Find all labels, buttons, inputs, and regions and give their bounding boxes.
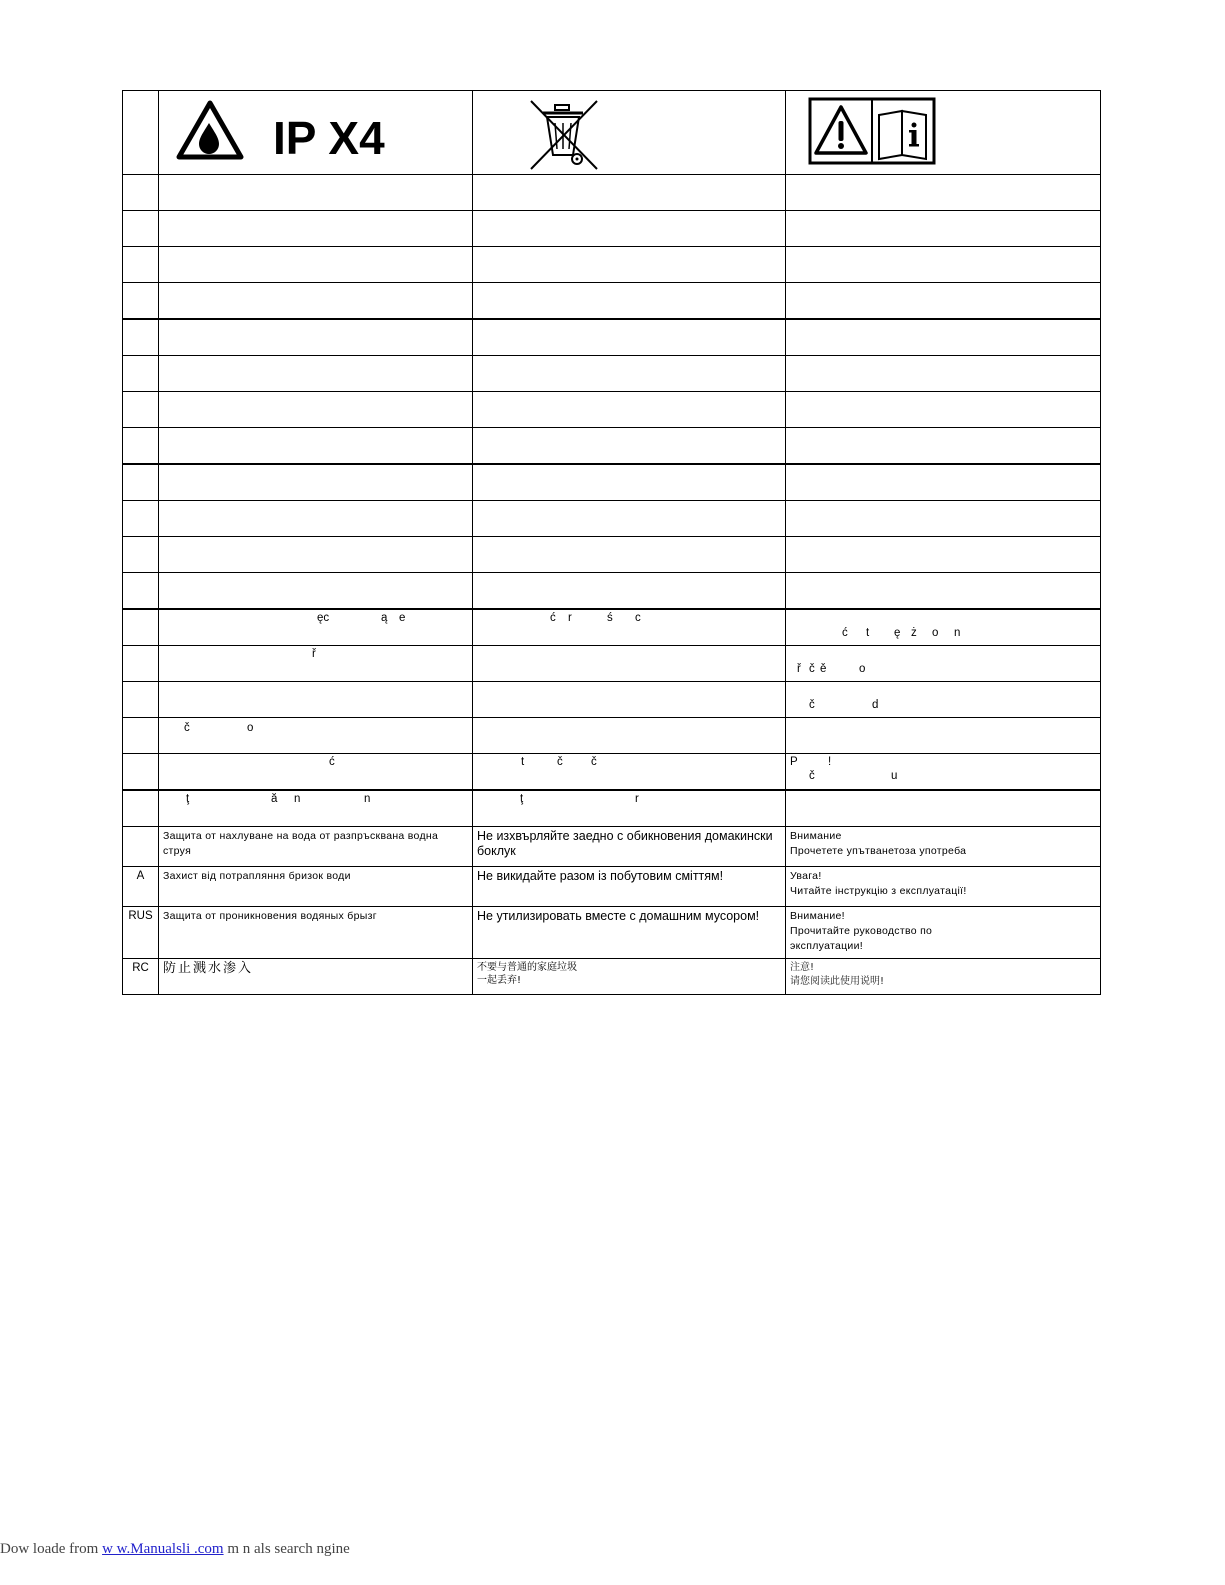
row-text: Прочетете упътванетоза употреба xyxy=(790,845,967,857)
table-row xyxy=(123,319,1101,356)
fragment-text: u xyxy=(891,770,898,782)
row-label: A xyxy=(123,867,159,907)
table-row xyxy=(123,211,1101,247)
row-text: Внимание! xyxy=(790,910,845,922)
table-row xyxy=(123,501,1101,537)
fragment-text: t xyxy=(866,627,870,639)
fragment-text: r xyxy=(635,793,639,805)
table-row xyxy=(123,827,1101,867)
crossed-out-wheelie-bin-icon xyxy=(473,91,785,174)
header-ipx4-cell xyxy=(159,91,473,175)
table-row xyxy=(123,283,1101,320)
row-text: Внимание xyxy=(790,830,842,842)
fragment-text: ř xyxy=(797,663,801,675)
row-text: 防止溅水渗入 xyxy=(159,959,473,995)
row-label: RC xyxy=(123,959,159,995)
fragment-text: c xyxy=(635,612,641,624)
fragment-text: ţ xyxy=(186,793,190,805)
table-row xyxy=(123,682,1101,718)
fragment-text: ć xyxy=(550,612,556,624)
fragment-text: č xyxy=(809,770,815,782)
row-text: 注意! xyxy=(790,962,815,973)
fragment-text: ą xyxy=(381,612,388,624)
fragment-text: ś xyxy=(607,612,613,624)
table-row xyxy=(123,907,1101,959)
table-row xyxy=(123,867,1101,907)
fragment-text: ć xyxy=(329,756,335,768)
row-label xyxy=(123,827,159,867)
table-row xyxy=(123,464,1101,501)
row-text: Увага! xyxy=(790,870,822,882)
row-text: Защита от проникновения водяных брызг xyxy=(159,907,473,959)
book-info-icon xyxy=(879,111,926,159)
header-manual-cell xyxy=(786,91,1101,175)
fragment-text: P xyxy=(790,756,798,768)
table-row xyxy=(123,718,1101,754)
table-row xyxy=(123,537,1101,573)
warning-and-read-manual-icon xyxy=(786,91,1100,174)
fragment-text: o xyxy=(247,722,254,734)
ip-rating-text: IP X4 xyxy=(273,112,385,164)
table-row xyxy=(123,356,1101,392)
table-row xyxy=(123,428,1101,465)
table-row xyxy=(123,609,1101,646)
row-text: Не изхвърляйте заедно с обикновения домакински боклук xyxy=(473,827,786,867)
fragment-text: o xyxy=(932,627,939,639)
table-row xyxy=(123,646,1101,682)
fragment-text: ě xyxy=(820,663,827,675)
row-text: Читайте інструкцію з експлуатації! xyxy=(790,885,967,897)
table-row xyxy=(123,573,1101,610)
row-text: 不要与普通的家庭垃圾 xyxy=(477,962,577,973)
fragment-text: n xyxy=(294,793,301,805)
row-text: Не утилизировать вместе с домашним мусором! xyxy=(473,907,786,959)
fragment-text: č xyxy=(809,663,815,675)
table-row xyxy=(123,392,1101,428)
row-label: RUS xyxy=(123,907,159,959)
row-text: Захист від потрапляння бризок води xyxy=(159,867,473,907)
fragment-text: č xyxy=(809,699,815,711)
symbols-table xyxy=(122,90,1101,995)
fragment-text: d xyxy=(872,699,879,711)
fragment-text: e xyxy=(399,612,406,624)
fragment-text: r xyxy=(568,612,572,624)
header-row xyxy=(123,91,1101,175)
table-row xyxy=(123,175,1101,211)
water-drop-warning-icon xyxy=(159,91,469,174)
fragment-text: ă xyxy=(271,793,278,805)
fragment-text: č xyxy=(184,722,190,734)
row-text: Прочитайте руководство по эксплуатации! xyxy=(790,925,933,952)
fragment-text: č xyxy=(557,756,563,768)
fragment-text: t xyxy=(521,756,525,768)
fragment-text: ż xyxy=(911,627,917,639)
footer-suffix: m n als search ngine xyxy=(227,1541,350,1557)
fragment-text: ę xyxy=(894,627,901,639)
footer-prefix: Dow loade from xyxy=(0,1541,99,1557)
table-row xyxy=(123,959,1101,995)
fragment-text: o xyxy=(859,663,866,675)
fragment-text: ! xyxy=(828,756,832,768)
footer-credit xyxy=(0,1541,350,1558)
footer-link[interactable]: w w.Manualsli .com xyxy=(102,1541,224,1557)
table-row xyxy=(123,790,1101,827)
header-label-cell xyxy=(123,91,159,175)
table-row xyxy=(123,754,1101,791)
fragment-text: n xyxy=(364,793,371,805)
fragment-text: ć xyxy=(842,627,848,639)
row-text: 一起丢弃! xyxy=(477,975,522,986)
fragment-text: ř xyxy=(312,648,316,660)
fragment-text: ęc xyxy=(317,612,330,624)
table-row xyxy=(123,247,1101,283)
fragment-text: n xyxy=(954,627,961,639)
row-text: Защита от нахлуване на вода от разпръсквана водна струя xyxy=(159,827,473,867)
fragment-text: ţ xyxy=(520,793,524,805)
header-weee-cell xyxy=(473,91,786,175)
fragment-text: č xyxy=(591,756,597,768)
row-text: Не викидайте разом із побутовим сміттям! xyxy=(473,867,786,907)
row-text: 请您阅读此使用说明! xyxy=(790,976,885,987)
